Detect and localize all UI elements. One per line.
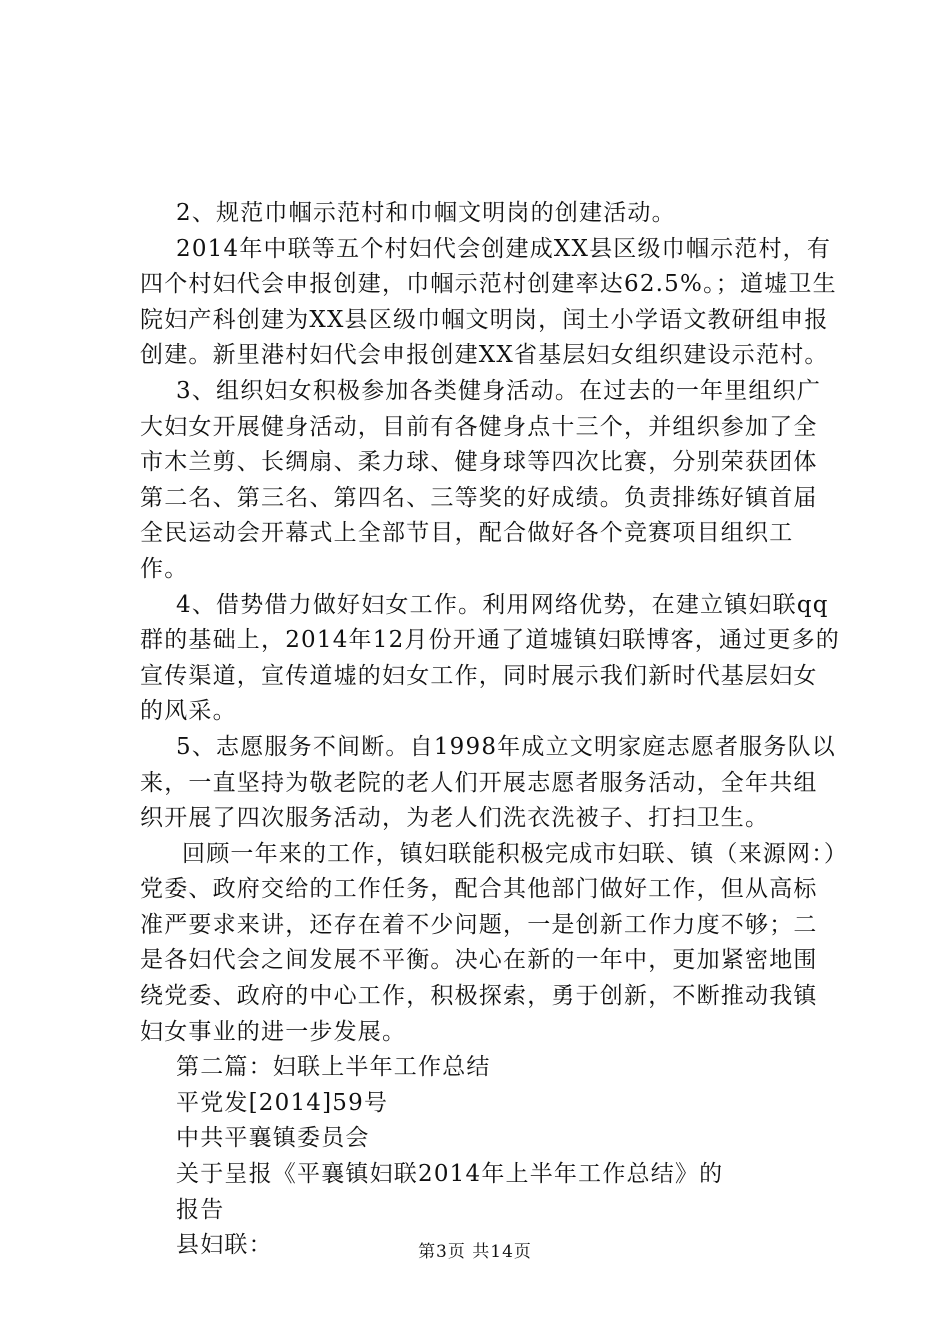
paragraph-section-2-body: 2014年中联等五个村妇代会创建成XX县区级巾帼示范村，有四个村妇代会申报创建，巾帼示范村创建率达62.5%。；道墟卫生院妇产科创建为XX县区级巾帼文明岗，闰土小学语文教研组申报创建。新里港村妇代会申报创建XX省基层妇女组织建设示范村。 (140, 235, 837, 369)
paragraph-section-4: 4、借势借力做好妇女工作。利用网络优势，在建立镇妇联qq群的基础上，2014年12月份开通了道墟镇妇联博客，通过更多的宣传渠道，宣传道墟的妇女工作，同时展示我们新时代基层妇女的风采。 (140, 591, 840, 725)
recipient-salutation: 县妇联： (176, 1232, 273, 1259)
paragraph-section-2-heading: 2、规范巾帼示范村和巾帼文明岗的创建活动。 (176, 200, 676, 226)
paragraph-section-5: 5、志愿服务不间断。自1998年成立文明家庭志愿者服务队以来，一直坚持为敬老院的老人们开展志愿者服务活动，全年共组织开展了四次服务活动，为老人们洗衣洗被子、打扫卫生。 (140, 733, 836, 832)
paragraph-review: 回顾一年来的工作，镇妇联能积极完成市妇联、镇（来源网：）党委、政府交给的工作任务，配合其他部门做好工作，但从高标准严要求来讲，还存在着不少问题，一是创新工作力度不够；二是各妇代会之间发展不平衡。决心在新的一年中，更加紧密地围绕党委、政府的中心工作，积极探索，勇于创新，不断推动我镇妇女事业的进一步发展。 (140, 840, 837, 1045)
page-footer: 第3页 共14页 (418, 1242, 532, 1262)
chapter-heading: 第二篇：妇联上半年工作总结 (176, 1054, 491, 1081)
document-body (140, 196, 840, 1264)
document-number: 平党发[2014]59号 (176, 1089, 389, 1116)
report-title-line-1: 关于呈报《平襄镇妇联2014年上半年工作总结》的 (176, 1161, 724, 1188)
paragraph-section-3: 3、组织妇女积极参加各类健身活动。在过去的一年里组织广大妇女开展健身活动，目前有各健身点十三个，并组织参加了全市木兰剪、长绸扇、柔力球、健身球等四次比赛，分别荣获团体第二名、第三名、第四名、三等奖的好成绩。负责排练好镇首届全民运动会开幕式上全部节目，配合做好各个竞赛项目组织工作。 (140, 377, 822, 582)
issuing-organization: 中共平襄镇委员会 (176, 1125, 370, 1152)
report-title-line-2: 报告 (176, 1196, 225, 1223)
